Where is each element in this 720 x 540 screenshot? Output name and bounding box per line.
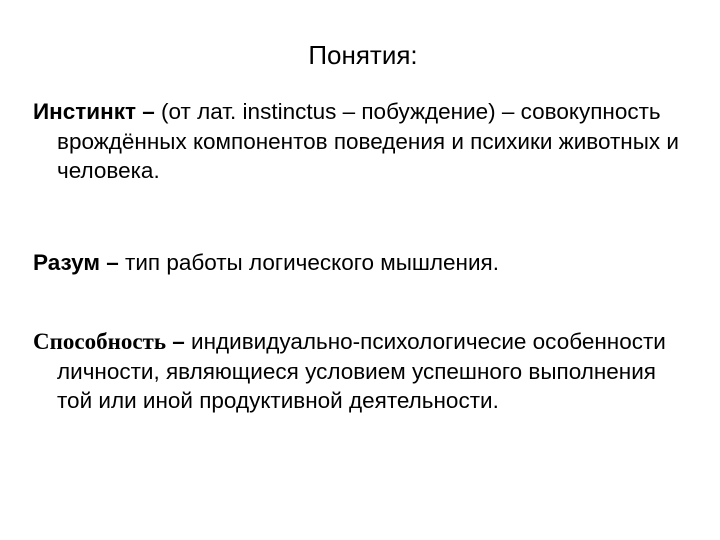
slide-title — [0, 38, 720, 72]
definition-text-reason: тип работы логического мышления. — [125, 250, 499, 275]
term-dash: – — [166, 329, 192, 354]
definition-instinct — [33, 97, 693, 186]
definition-reason — [33, 248, 693, 278]
definition-ability — [33, 327, 693, 416]
definition-text-ability: индивидуально-психологичесие особенности личности, являющиеся условием успешного выполнения той или иной продуктивной деятельности. — [57, 329, 666, 413]
term-dash: – — [99, 250, 126, 275]
term-ability: Способность — [33, 329, 166, 354]
slide-title-text: Понятия: — [308, 40, 418, 70]
term-reason: Разум — [33, 250, 100, 275]
definition-text-instinct: (от лат. instinctus – побуждение) – совокупность врождённых компонентов поведения и психики животных и человека. — [57, 99, 679, 183]
term-dash: – — [136, 99, 162, 124]
term-instinct: Инстинкт — [33, 99, 136, 124]
